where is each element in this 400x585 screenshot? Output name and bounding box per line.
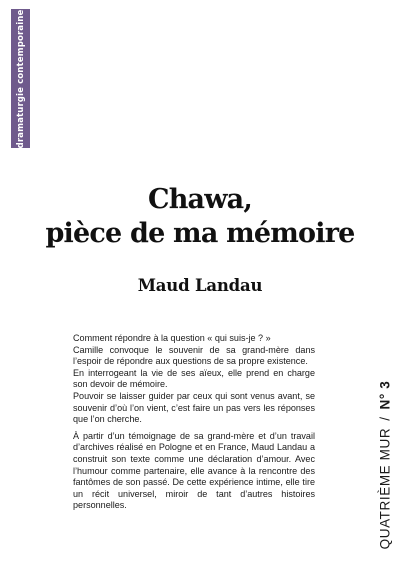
collection-tag — [11, 9, 30, 148]
blurb — [73, 333, 315, 512]
series-name: QUATRIÈME MUR — [377, 427, 393, 550]
blurb-question: Comment répondre à la question « qui suis-je ? » — [73, 333, 271, 343]
blurb-paragraph-1: Camille convoque le souvenir de sa grand-mère dans l’espoir de répondre aux questions de sa propre existence. — [73, 344, 315, 367]
blurb-paragraph-2: En interrogeant la vie de ses aïeux, elle prend en charge son devoir de mémoire. — [73, 367, 315, 390]
blurb-paragraph-4: À partir d’un témoignage de sa grand-mère et d’un travail d’archives réalisé en Pologne et en France, Maud Landau a construit son texte comme une déclaration d’amour. Avec l’humour comme partenaire, elle avance à la rencontre des fantômes de son passé. De cette expérience intime, elle tire un récit universel, miroir de tant d’autres histoires personnelles. — [73, 430, 315, 511]
series-number: N° 3 — [377, 380, 393, 410]
series-label — [378, 381, 393, 550]
book-title — [0, 183, 400, 251]
book-author: Maud Landau — [137, 276, 263, 295]
collection-label: dramaturgie contemporaine — [15, 9, 26, 148]
book-title-line-1: Chawa, — [148, 184, 252, 215]
series-separator: / — [377, 416, 393, 421]
book-title-line-2: pièce de ma mémoire — [45, 218, 355, 249]
blurb-paragraph-3: Pouvoir se laisser guider par ceux qui sont venus avant, se souvenir d’où l’on vient, c’est faire un pas vers les réponses que l’on cherche. — [73, 390, 315, 425]
